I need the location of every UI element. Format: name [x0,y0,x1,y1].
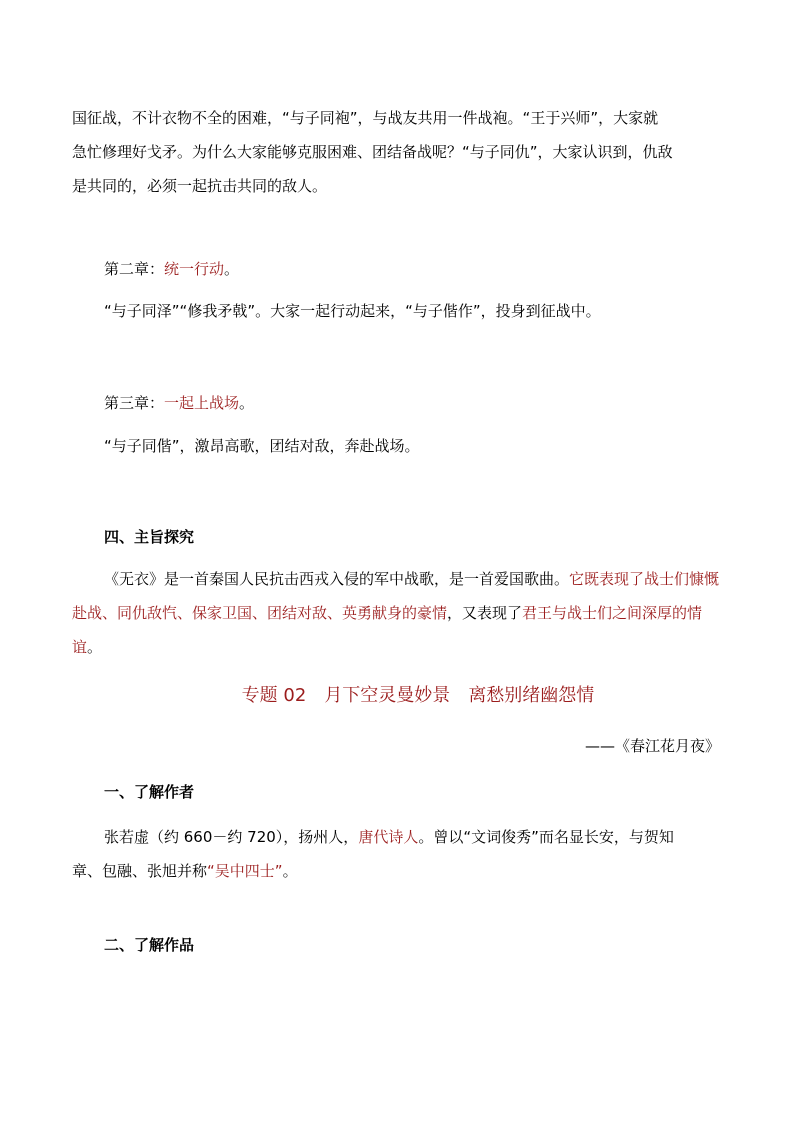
author-text-4: 。 [282,862,298,880]
chapter-two-end: 。 [224,260,240,278]
author-highlight-2: “吴中四士” [207,862,283,880]
section-four-paragraph [72,562,722,664]
author-text-3: 章、包融、张旭并称 [72,862,208,880]
author-line-2 [72,854,722,888]
author-text-2: 。曾以“文词俊秀”而名显长安，与贺知 [418,828,674,846]
chapter-two-label: 第二章： [104,260,165,278]
chapter-three-title: 一起上战场 [164,394,240,412]
section-two-heading: 二、了解作品 [104,936,195,954]
section-one-heading: 一、了解作者 [104,783,195,801]
theme-text-2: ，又表现了 [447,604,523,622]
chapter-one-line-2: 急忙修理好戈矛。为什么大家能够克服困难、团结备战呢？“与子同仇”，大家认识到，仇敌 [72,143,673,161]
chapter-three-body: “与子同偕”，激昂高歌，团结对敌，奔赴战场。 [104,437,420,455]
author-text-1: 张若虚（约 660－约 720），扬州人， [104,828,359,846]
poem-source: ——《春江花月夜》 [584,737,720,755]
topic-title-part-1: 月下空灵曼妙景 [324,685,451,706]
chapter-three-label: 第三章： [104,394,165,412]
theme-highlight-1: 它既表现了战士们 [569,570,690,588]
theme-highlight-4: 厚的情谊 [72,604,703,656]
chapter-one-line-1: 国征战，不计衣物不全的困难，“与子同袍”，与战友共用一件战袍。“王于兴师”，大家就 [72,109,659,127]
chapter-one-line-3: 是共同的，必须一起抗击共同的敌人。 [72,177,328,195]
topic-number: 专题 02 [241,685,307,706]
section-four-heading: 四、主旨探究 [104,528,195,546]
section-one-paragraph [72,820,722,888]
theme-highlight-2: 慷慨赴战、同仇敌忾、保家卫国、团结对敌、英勇献身的豪情 [72,570,720,622]
chapter-two-title: 统一行动 [164,260,225,278]
theme-text-1: 《无衣》是一首秦国人民抗击西戎入侵的军中战歌，是一首爱国歌曲。 [104,570,570,588]
author-highlight-1: 唐代诗人 [358,828,419,846]
theme-highlight-3: 君王与战士们之间深 [522,604,658,622]
chapter-two-body: “与子同泽”“修我矛戟”。大家一起行动起来，“与子偕作”，投身到征战中。 [104,302,601,320]
chapter-three-end: 。 [239,394,255,412]
chapter-two-heading [104,259,239,279]
chapter-one-paragraph [72,101,722,203]
theme-text-3: 。 [87,638,103,656]
author-line-1 [72,820,722,854]
topic-title [0,684,794,708]
topic-title-part-2: 离愁别绪幽怨情 [468,685,595,706]
chapter-three-heading [104,393,254,413]
